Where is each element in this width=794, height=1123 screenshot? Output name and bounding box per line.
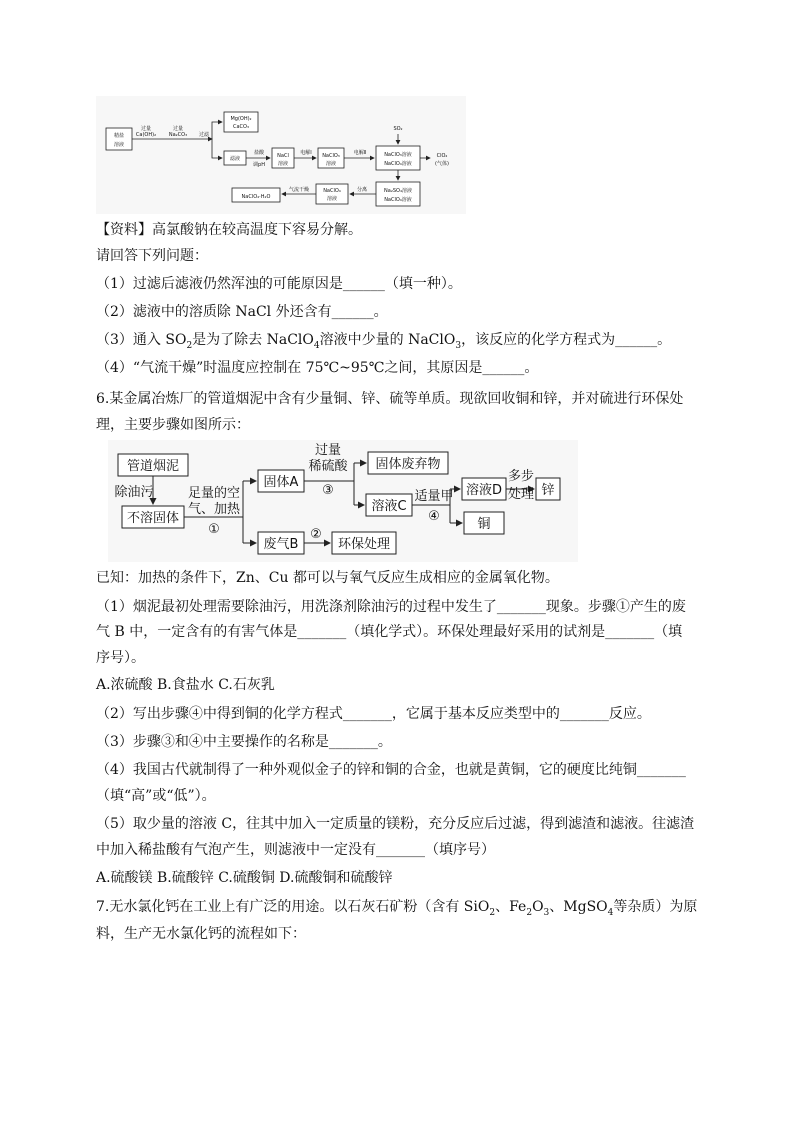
- box-na2so4-1: Na₂SO₄溶液: [384, 188, 412, 194]
- reagent-caoh2-2: Ca(OH)₂: [135, 132, 157, 138]
- label-multi-1: 多步: [507, 469, 535, 484]
- box-solution-c: 溶液C: [371, 499, 407, 514]
- reagent-na2co3-1: 过量: [172, 126, 184, 132]
- label-hcl-2: 调pH: [253, 162, 265, 168]
- label-step3: ③: [322, 483, 334, 498]
- label-air-heat-1: 足量的空: [187, 486, 241, 501]
- box-brine-1: 精盐: [113, 133, 125, 139]
- box-naclo3-2: 溶液: [325, 161, 337, 167]
- box-brine-2: 溶液: [113, 142, 125, 148]
- q5-part3: （3）通入 $SO_2$是为了除去 NaClO$_4$溶液中少量的 NaClO$_3$，该反应的化学方程式为______。: [96, 332, 672, 351]
- label-dry: 气流干燥: [288, 187, 310, 193]
- known-condition: 已知：加热的条件下，Zn、Cu 都可以与氧气反应生成相应的金属氧化物。: [96, 570, 559, 586]
- q6-part4-line2: （填“高”或“低”）。: [96, 788, 216, 804]
- label-acid-1: 过量: [314, 443, 342, 458]
- label-step2: ②: [310, 527, 322, 542]
- answer-intro: 请回答下列问题：: [96, 248, 208, 264]
- box-gas-b: 废气B: [263, 537, 299, 552]
- q6-part2: （2）写出步骤④中得到铜的化学方程式_______，它属于基本反应类型中的_______反应。: [96, 706, 651, 722]
- q7-stem-line2: 料，生产无水氯化钙的流程如下：: [96, 926, 306, 942]
- label-filter: 过滤: [198, 132, 210, 138]
- box-filtrate: 滤液: [229, 156, 241, 162]
- label-clo2-2: (气体): [435, 161, 449, 167]
- box-precip-2: CaCO₃: [233, 124, 249, 130]
- label-air-heat-2: 气、加热: [187, 502, 241, 517]
- box-precip-1: Mg(OH)₂: [230, 116, 252, 122]
- q6-part5-options: A.硫酸镁 B.硫酸锌 C.硫酸铜 D.硫酸铜和硫酸锌: [96, 870, 393, 886]
- box-solution-d: 溶液D: [465, 483, 503, 498]
- label-acid-2: 稀硫酸: [308, 459, 348, 474]
- box-naclo4-1: NaClO₄: [323, 188, 341, 194]
- label-so2: SO₂: [393, 126, 403, 132]
- q5-part1: （1）过滤后滤液仍然浑浊的可能原因是______（填一种）。: [96, 276, 462, 292]
- reagent-caoh2-1: 过量: [140, 126, 152, 132]
- box-waste-solid: 固体废弃物: [375, 457, 441, 472]
- box-nacl-2: 溶液: [277, 161, 289, 167]
- reagent-na2co3-2: Na₂CO₃: [168, 132, 188, 138]
- box-mix-1: NaClO₃溶液: [384, 152, 412, 158]
- box-na2so4-2: NaClO₄溶液: [384, 197, 412, 203]
- cu-zn-recovery-diagram: [108, 440, 578, 562]
- box-product: NaClO₄·H₂O: [241, 194, 271, 200]
- label-jia: 适量甲: [414, 489, 454, 504]
- q6-part1-line3: 序号）。: [96, 650, 145, 666]
- box-solid-a: 固体A: [263, 475, 299, 490]
- label-multi-2: 处理: [507, 487, 535, 502]
- box-zinc: 锌: [541, 483, 555, 498]
- box-sludge: 管道烟泥: [126, 459, 180, 474]
- label-clo2-1: ClO₂: [436, 153, 448, 159]
- q6-part1-options: A.浓硫酸 B.食盐水 C.石灰乳: [96, 677, 275, 693]
- box-naclo3-1: NaClO₃: [322, 153, 340, 159]
- q5-part2: （2）滤液中的溶质除 NaCl 外还含有______。: [96, 304, 388, 320]
- label-degrease: 除油污: [114, 485, 154, 500]
- box-insoluble: 不溶固体: [126, 511, 180, 526]
- q6-part1-line1: （1）烟泥最初处理需要除油污，用洗涤剂除油污的过程中发生了_______现象。步骤①产生的废: [96, 599, 686, 615]
- q6-stem-line1: 6.某金属冶炼厂的管道烟泥中含有少量铜、锌、硫等单质。现欲回收铜和锌，并对硫进行环保处: [96, 391, 684, 407]
- q6-part5-line2: 中加入稀盐酸有气泡产生，则滤液中一定没有_______（填序号）: [96, 842, 495, 858]
- q6-part5-line1: （5）取少量的溶液 C，往其中加入一定质量的镁粉，充分反应后过滤，得到滤渣和滤液。往滤渣: [96, 816, 695, 832]
- q7-stem-line1: 7.无水氯化钙在工业上有广泛的用途。以石灰石矿粉（含有 SiO$_2$、$Fe_2O_3$、MgSO$_4$等杂质）为原: [96, 899, 698, 918]
- naclo4-flow-diagram: [96, 96, 466, 214]
- label-separate: 分离: [356, 187, 368, 193]
- label-hcl-1: 盐酸: [253, 150, 265, 156]
- q6-part3: （3）步骤③和④中主要操作的名称是_______。: [96, 734, 392, 750]
- q6-stem-line2: 理，主要步骤如图所示：: [96, 417, 250, 433]
- label-step4: ④: [428, 509, 440, 524]
- box-mix-2: NaClO₄溶液: [384, 161, 412, 167]
- q5-part4: （4）“气流干燥”时温度应控制在 75℃~95℃之间，其原因是______。: [96, 360, 539, 376]
- label-step1: ①: [208, 522, 220, 537]
- ziliao-note: 【资料】高氯酸钠在较高温度下容易分解。: [96, 222, 362, 238]
- q6-part4-line1: （4）我国古代就制得了一种外观似金子的锌和铜的合金，也就是黄铜，它的硬度比纯铜_______: [96, 762, 686, 778]
- box-naclo4-2: 溶液: [326, 196, 338, 202]
- label-elec1: 电解Ⅰ: [300, 150, 312, 156]
- box-copper: 铜: [477, 517, 491, 532]
- box-env: 环保处理: [337, 537, 391, 552]
- q6-part1-line2: 气 B 中，一定含有的有害气体是_______（填化学式）。环保处理最好采用的试剂是_______（填: [96, 624, 683, 640]
- box-nacl-1: NaCl: [277, 153, 289, 159]
- label-elec2: 电解Ⅱ: [353, 150, 367, 156]
